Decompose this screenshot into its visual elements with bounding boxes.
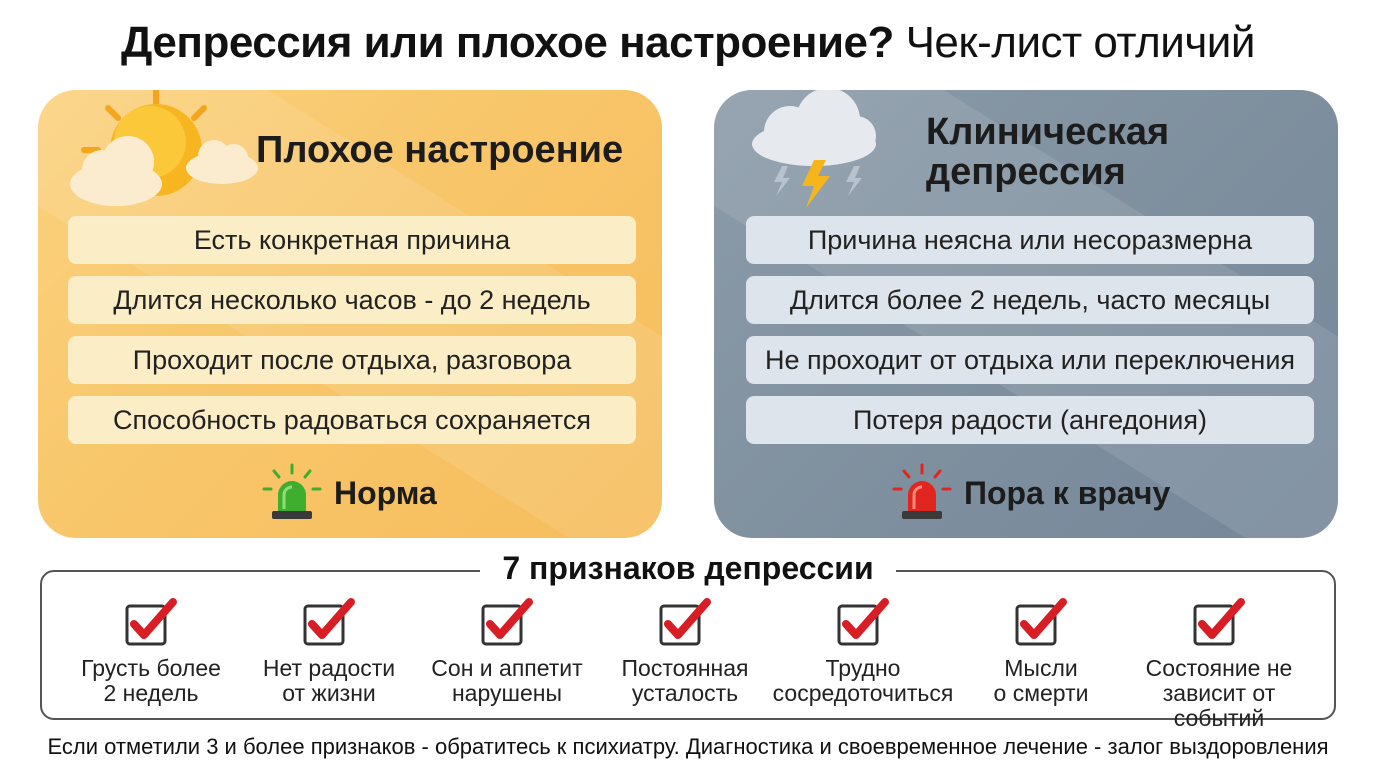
bad-mood-card [38,90,662,538]
checked-checkbox-icon[interactable] [123,596,179,648]
sign-label: Состояние не зависит от событий [1145,655,1293,731]
sign-item[interactable] [596,596,774,731]
sign-label: Трудно сосредоточиться [772,655,954,706]
title-main: Депрессия или плохое настроение? [121,18,894,67]
storm-cloud-lightning-icon [744,90,904,214]
checked-checkbox-icon[interactable] [1191,596,1247,648]
checked-checkbox-icon[interactable] [657,596,713,648]
bad-mood-verdict [260,462,437,524]
bad-mood-row: Длится несколько часов - до 2 недель [68,276,636,324]
sign-label: Нет радости от жизни [262,655,396,706]
footer-note: Если отметили 3 и более признаков - обратитесь к психиатру. Диагностика и своевременное лечение - залог выздоровления [47,734,1329,759]
bad-mood-row: Проходит после отдыха, разговора [68,336,636,384]
bad-mood-row: Способность радоваться сохраняется [68,396,636,444]
green-siren-icon [260,463,324,523]
sign-item[interactable] [1130,596,1308,731]
sign-label: Грусть более 2 недель [81,655,221,706]
clinical-depression-row: Потеря радости (ангедония) [746,396,1314,444]
clinical-depression-verdict [890,462,1170,524]
bad-mood-verdict-label: Норма [334,474,437,511]
clinical-depression-row: Причина неясна или несоразмерна [746,216,1314,264]
clinical-depression-row: Не проходит от отдыха или переключения [746,336,1314,384]
sign-label: Мысли о смерти [993,655,1089,706]
red-siren-icon [890,463,954,523]
bad-mood-title: Плохое настроение [256,129,624,171]
page-title [0,18,1376,68]
checked-checkbox-icon[interactable] [835,596,891,648]
signs-title-text: 7 признаков депрессии [480,550,895,586]
clinical-depression-verdict-label: Пора к врачу [964,474,1171,511]
sign-item[interactable] [418,596,596,731]
sign-item[interactable] [774,596,952,731]
clinical-depression-list [746,216,1314,456]
checked-checkbox-icon[interactable] [479,596,535,648]
clinical-depression-title: Клиническая депрессия [926,111,1170,193]
sign-label: Постоянная усталость [621,655,749,706]
sign-item[interactable] [240,596,418,731]
signs-list [62,596,1334,731]
sign-item[interactable] [62,596,240,731]
clinical-depression-row: Длится более 2 недель, часто месяцы [746,276,1314,324]
bad-mood-row: Есть конкретная причина [68,216,636,264]
clinical-depression-card [714,90,1338,538]
title-tail: Чек-лист отличий [905,18,1255,67]
checked-checkbox-icon[interactable] [301,596,357,648]
bad-mood-list [68,216,636,456]
sign-label: Сон и аппетит нарушены [431,655,583,706]
signs-title [0,550,1376,587]
checked-checkbox-icon[interactable] [1013,596,1069,648]
sign-item[interactable] [952,596,1130,731]
